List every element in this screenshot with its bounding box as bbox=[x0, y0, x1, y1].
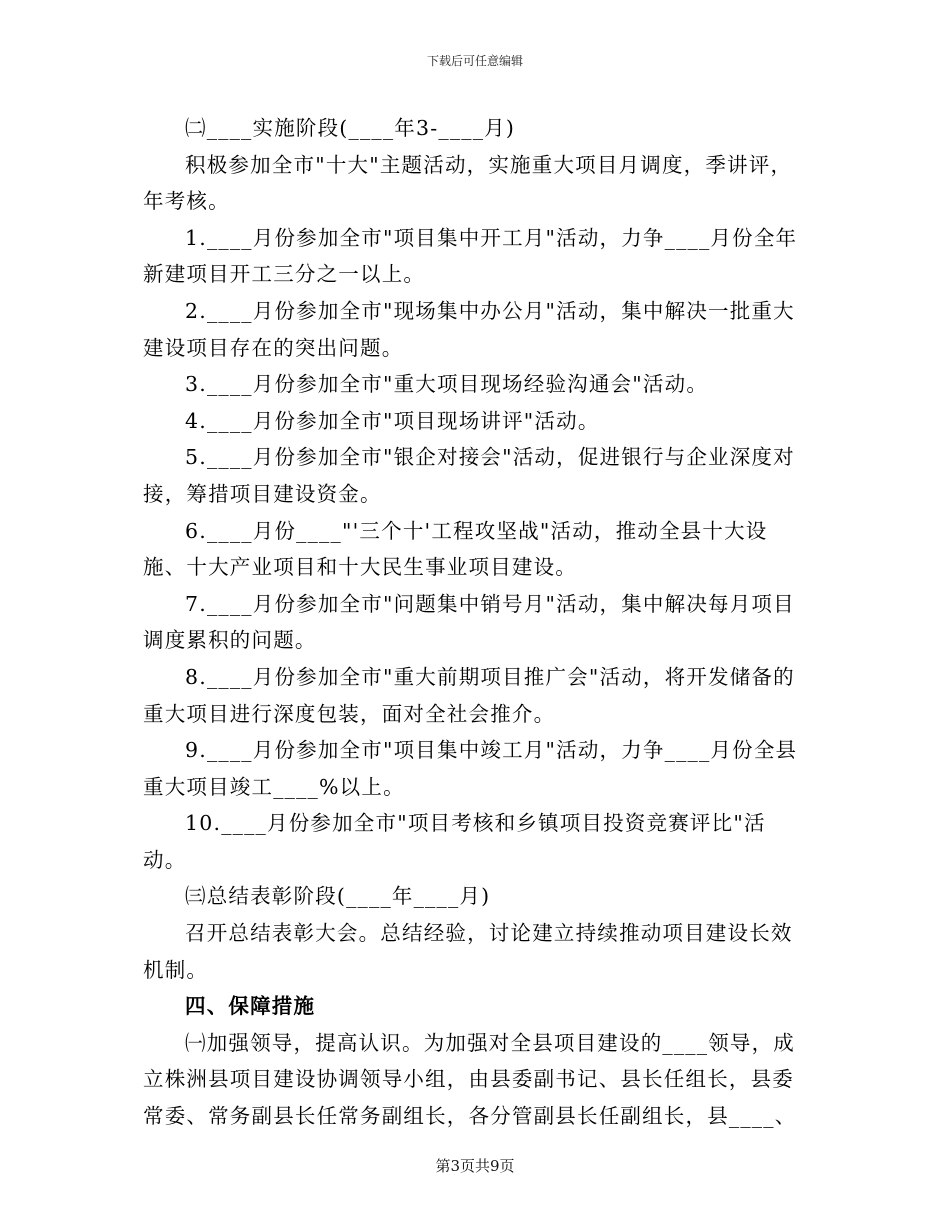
page-header: 下载后可任意编辑 bbox=[426, 54, 523, 68]
paragraph: ㈠加强领导，提高认识。为加强对全县项目建设的____领导，成立株洲县项目建设协调领导小组，由县委副书记、县长任组长，县委常委、常务副县长任常务副组长，各分管副县长任副组长，县____、 bbox=[143, 1030, 797, 1129]
document-body bbox=[143, 110, 808, 1135]
list-item-9: 9.____月份参加全市"项目集中竣工月"活动，力争____月份全县重大项目竣工____%以上。 bbox=[143, 738, 798, 799]
list-item-3: 3.____月份参加全市"重大项目现场经验沟通会"活动。 bbox=[185, 372, 709, 397]
list-item-10: 10.____月份参加全市"项目考核和乡镇项目投资竞赛评比"活动。 bbox=[143, 811, 766, 872]
list-item-5: 5.____月份参加全市"银企对接会"活动，促进银行与企业深度对接，筹措项目建设资金。 bbox=[143, 445, 795, 506]
list-item-7: 7.____月份参加全市"问题集中销号月"活动，集中解决每月项目调度累积的问题。 bbox=[143, 591, 795, 653]
section-heading-safeguards: 四、保障措施 bbox=[185, 994, 316, 1019]
list-item-8: 8.____月份参加全市"重大前期项目推广会"活动，将开发储备的重大项目进行深度包装，面对全社会推介。 bbox=[143, 664, 795, 726]
list-item-2: 2.____月份参加全市"现场集中办公月"活动，集中解决一批重大建设项目存在的突出问题。 bbox=[143, 298, 795, 360]
page-footer: 第3页共9页 bbox=[435, 1157, 515, 1175]
list-item-1: 1.____月份参加全市"项目集中开工月"活动，力争____月份全年新建项目开工三分之一以上。 bbox=[143, 225, 798, 287]
paragraph: 积极参加全市"十大"主题活动，实施重大项目月调度，季讲评，年考核。 bbox=[143, 152, 793, 214]
section-heading-summary-stage: ㈢总结表彰阶段(____年____月) bbox=[185, 884, 491, 909]
paragraph: 召开总结表彰大会。总结经验，讨论建立持续推动项目建设长效机制。 bbox=[143, 921, 793, 982]
list-item-6: 6.____月份____"'三个十'工程攻坚战"活动，推动全县十大设施、十大产业项目和十大民生事业项目建设。 bbox=[143, 518, 768, 580]
section-heading-implementation-stage: ㈡____实施阶段(____年3-____月) bbox=[185, 116, 516, 140]
list-item-4: 4.____月份参加全市"项目现场讲评"活动。 bbox=[185, 408, 600, 433]
